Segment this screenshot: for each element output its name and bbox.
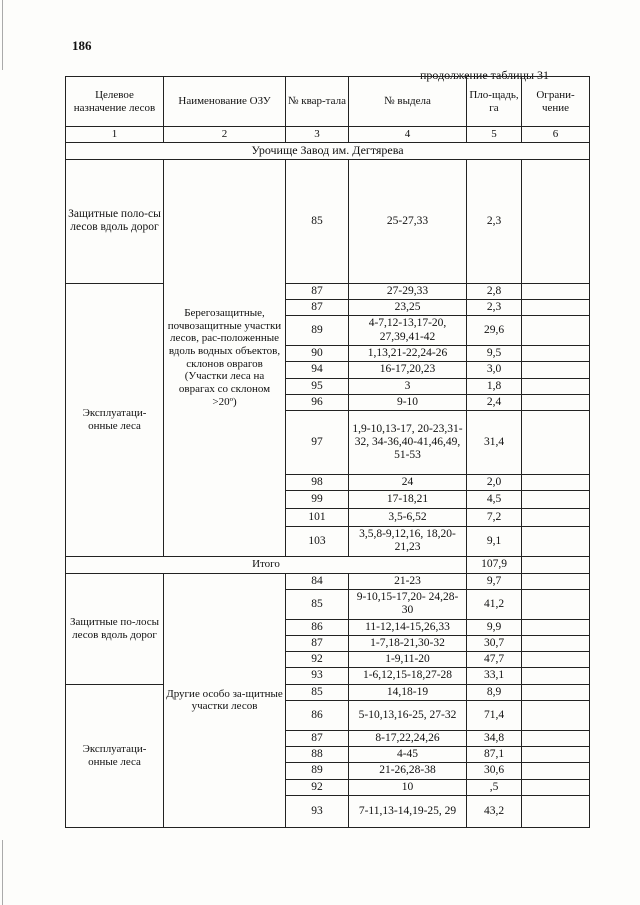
area-cell: 41,2: [467, 589, 522, 619]
allotment-cell: 17-18,21: [349, 491, 467, 509]
area-cell: 9,5: [467, 346, 522, 362]
area-cell: 2,4: [467, 394, 522, 410]
col-number: 4: [349, 127, 467, 143]
quarter-cell: 93: [286, 795, 349, 827]
section-title: Урочище Завод им. Дегтярева: [66, 142, 590, 159]
restriction-cell: [522, 556, 590, 573]
restriction-cell: [522, 527, 590, 556]
header-purpose: Целевое назначение лесов: [66, 77, 164, 127]
restriction-cell: [522, 652, 590, 668]
area-cell: 2,8: [467, 283, 522, 299]
allotment-cell: 27-29,33: [349, 283, 467, 299]
allotment-cell: 10: [349, 779, 467, 795]
restriction-cell: [522, 509, 590, 527]
quarter-cell: 87: [286, 283, 349, 299]
area-cell: 34,8: [467, 730, 522, 746]
quarter-cell: 103: [286, 527, 349, 556]
page-number: 186: [72, 38, 92, 53]
purpose-cell: Эксплуатаци-онные леса: [66, 283, 164, 556]
allotment-cell: 24: [349, 474, 467, 490]
header-quarter: № квар-тала: [286, 77, 349, 127]
restriction-cell: [522, 730, 590, 746]
area-cell: 9,1: [467, 527, 522, 556]
col-number: 3: [286, 127, 349, 143]
area-cell: 43,2: [467, 795, 522, 827]
area-cell: 47,7: [467, 652, 522, 668]
area-cell: 31,4: [467, 410, 522, 474]
restriction-cell: [522, 474, 590, 490]
allotment-cell: 4-7,12-13,17-20, 27,39,41-42: [349, 316, 467, 346]
restriction-cell: [522, 700, 590, 730]
restriction-cell: [522, 668, 590, 684]
restriction-cell: [522, 410, 590, 474]
col-number: 2: [164, 127, 286, 143]
allotment-cell: 9-10,15-17,20- 24,28-30: [349, 589, 467, 619]
header-row: [66, 77, 590, 127]
quarter-cell: 88: [286, 747, 349, 763]
area-cell: 9,7: [467, 573, 522, 589]
quarter-cell: 95: [286, 378, 349, 394]
table-row: [66, 684, 590, 700]
table-continuation-label: продолжение таблицы 31: [420, 68, 550, 82]
allotment-cell: 16-17,20,23: [349, 362, 467, 378]
quarter-cell: 94: [286, 362, 349, 378]
area-cell: 71,4: [467, 700, 522, 730]
quarter-cell: 101: [286, 509, 349, 527]
ozu-name-cell: Берегозащитные, почвозащитные участки лесов, рас-положенные вдоль водных объектов, склонов оврагов (Участки леса на оврагах со склоном >20º): [164, 159, 286, 556]
area-cell: 3,0: [467, 362, 522, 378]
restriction-cell: [522, 636, 590, 652]
area-cell: ,5: [467, 779, 522, 795]
allotment-cell: 21-26,28-38: [349, 763, 467, 779]
area-cell: 2,3: [467, 299, 522, 315]
area-cell: 7,2: [467, 509, 522, 527]
area-cell: 30,7: [467, 636, 522, 652]
quarter-cell: 90: [286, 346, 349, 362]
restriction-cell: [522, 747, 590, 763]
table-row: [66, 573, 590, 589]
header-area: Пло-щадь, га: [467, 77, 522, 127]
table-row: [66, 283, 590, 299]
area-cell: 9,9: [467, 619, 522, 635]
allotment-cell: 1-7,18-21,30-32: [349, 636, 467, 652]
quarter-cell: 89: [286, 763, 349, 779]
restriction-cell: [522, 283, 590, 299]
quarter-cell: 98: [286, 474, 349, 490]
allotment-cell: 3: [349, 378, 467, 394]
purpose-cell: Защитные поло-сы лесов вдоль дорог: [66, 159, 164, 283]
area-cell: 87,1: [467, 747, 522, 763]
allotment-cell: 8-17,22,24,26: [349, 730, 467, 746]
restriction-cell: [522, 684, 590, 700]
allotment-cell: 21-23: [349, 573, 467, 589]
allotment-cell: 4-45: [349, 747, 467, 763]
restriction-cell: [522, 763, 590, 779]
restriction-cell: [522, 316, 590, 346]
allotment-cell: 1-9,11-20: [349, 652, 467, 668]
purpose-cell: Эксплуатаци-онные леса: [66, 684, 164, 827]
quarter-cell: 99: [286, 491, 349, 509]
quarter-cell: 85: [286, 589, 349, 619]
allotment-cell: 1,13,21-22,24-26: [349, 346, 467, 362]
total-value: 107,9: [467, 556, 522, 573]
section-row: [66, 142, 590, 159]
restriction-cell: [522, 159, 590, 283]
quarter-cell: 93: [286, 668, 349, 684]
quarter-cell: 86: [286, 619, 349, 635]
col-number: 5: [467, 127, 522, 143]
quarter-cell: 85: [286, 159, 349, 283]
restriction-cell: [522, 619, 590, 635]
restriction-cell: [522, 394, 590, 410]
restriction-cell: [522, 346, 590, 362]
header-allotment: № выдела: [349, 77, 467, 127]
scan-edge-mark: [2, 840, 3, 905]
quarter-cell: 97: [286, 410, 349, 474]
restriction-cell: [522, 573, 590, 589]
restriction-cell: [522, 589, 590, 619]
allotment-cell: 11-12,14-15,26,33: [349, 619, 467, 635]
forest-table: [65, 76, 590, 828]
area-cell: 4,5: [467, 491, 522, 509]
quarter-cell: 89: [286, 316, 349, 346]
header-restriction: Ограни-чение: [522, 77, 590, 127]
allotment-cell: 1,9-10,13-17, 20-23,31-32, 34-36,40-41,46,49, 51-53: [349, 410, 467, 474]
col-number: 6: [522, 127, 590, 143]
allotment-cell: 9-10: [349, 394, 467, 410]
allotment-cell: 7-11,13-14,19-25, 29: [349, 795, 467, 827]
allotment-cell: 23,25: [349, 299, 467, 315]
quarter-cell: 92: [286, 652, 349, 668]
area-cell: 1,8: [467, 378, 522, 394]
allotment-cell: 1-6,12,15-18,27-28: [349, 668, 467, 684]
quarter-cell: 87: [286, 730, 349, 746]
quarter-cell: 87: [286, 299, 349, 315]
col-number: 1: [66, 127, 164, 143]
header-ozu-name: Наименование ОЗУ: [164, 77, 286, 127]
quarter-cell: 87: [286, 636, 349, 652]
quarter-cell: 86: [286, 700, 349, 730]
purpose-cell: Защитные по-лосы лесов вдоль дорог: [66, 573, 164, 684]
table-row: [66, 159, 590, 283]
allotment-cell: 3,5-6,52: [349, 509, 467, 527]
quarter-cell: 85: [286, 684, 349, 700]
restriction-cell: [522, 378, 590, 394]
area-cell: 2,3: [467, 159, 522, 283]
area-cell: 8,9: [467, 684, 522, 700]
allotment-cell: 5-10,13,16-25, 27-32: [349, 700, 467, 730]
allotment-cell: 3,5,8-9,12,16, 18,20-21,23: [349, 527, 467, 556]
area-cell: 29,6: [467, 316, 522, 346]
area-cell: 33,1: [467, 668, 522, 684]
quarter-cell: 96: [286, 394, 349, 410]
restriction-cell: [522, 491, 590, 509]
ozu-name-cell: Другие особо за-щитные участки лесов: [164, 573, 286, 827]
allotment-cell: 14,18-19: [349, 684, 467, 700]
scan-edge-mark: [2, 0, 3, 70]
total-label: Итого: [66, 556, 467, 573]
restriction-cell: [522, 362, 590, 378]
restriction-cell: [522, 795, 590, 827]
quarter-cell: 84: [286, 573, 349, 589]
restriction-cell: [522, 299, 590, 315]
quarter-cell: 92: [286, 779, 349, 795]
column-number-row: [66, 127, 590, 143]
restriction-cell: [522, 779, 590, 795]
allotment-cell: 25-27,33: [349, 159, 467, 283]
area-cell: 30,6: [467, 763, 522, 779]
area-cell: 2,0: [467, 474, 522, 490]
total-row: [66, 556, 590, 573]
